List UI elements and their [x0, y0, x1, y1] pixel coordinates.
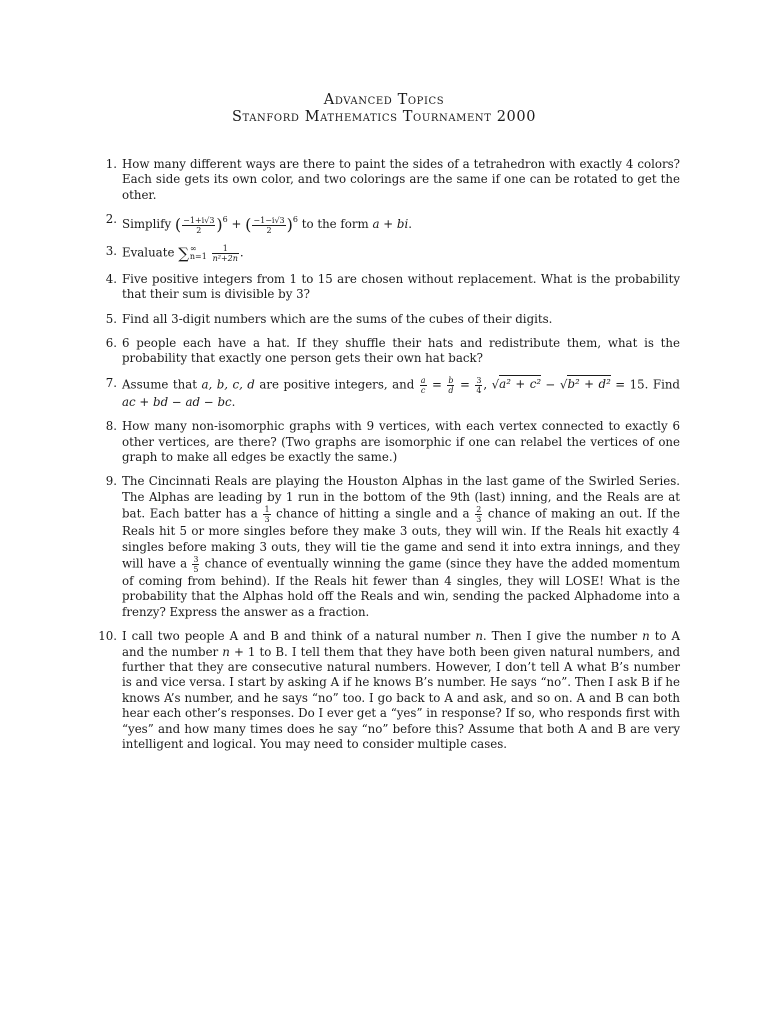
problem-text: to A and the number [122, 629, 681, 659]
problem-text: How many different ways are there to paint the sides of a tetrahedron with exactly 4 colors? Each side gets its own color, and two colorings are the same if one can be rotated to get the other. [122, 157, 680, 202]
problem-list [95, 157, 680, 761]
exponent: 6 [222, 215, 228, 225]
problem-text: are positive integers, and [259, 377, 415, 392]
problem-text: to the form [301, 217, 369, 232]
fraction-numerator: 1 [264, 505, 270, 515]
problem-text: chance of eventually winning the game (since they have the added momentum of coming from behind). If the Reals hit fewer than 4 singles, they will LOSE! What is the probability that the Alphas hold off the Reals and win, sending the packed Alphadome into a frenzy? Express the answer as a fraction. [122, 556, 681, 619]
problem-4 [95, 272, 680, 303]
fraction-denominator: 2 [196, 225, 202, 235]
paren-close: ) [286, 215, 293, 235]
sum-limits [190, 245, 207, 261]
problem-number: 10. [98, 629, 117, 644]
sum-symbol: ∑ [178, 244, 189, 263]
problem-text: chance of making an out. If the Reals hit 5 or more singles before they make 3 outs, they will win. If the Reals hit exactly 4 singles before making 3 outs, they will tie the game and send it into extra innings, and they will have a [122, 506, 680, 571]
problem-9 [95, 474, 680, 620]
minus-sign: − [545, 377, 556, 392]
problem-8 [95, 419, 680, 465]
comma: , [483, 377, 488, 392]
problem-text: 6 people each have a hat. If they shuffle their hats and redistribute them, what is the probability that exactly one person gets their own hat back? [122, 335, 680, 366]
problem-number: 2. [105, 212, 117, 227]
problem-1 [95, 157, 680, 203]
problem-number: 5. [105, 311, 117, 326]
radicand: b² + d² [567, 377, 611, 392]
math-expression: a + bi [372, 217, 409, 232]
problem-text: I call two people A and B and think of a natural number [122, 629, 471, 644]
fraction [263, 505, 270, 524]
equals-sign: = [432, 377, 442, 392]
punctuation: . [239, 245, 244, 260]
fraction-numerator: −1+i√3 [183, 215, 215, 225]
punctuation: . [408, 217, 412, 232]
problem-text: Five positive integers from 1 to 15 are chosen without replacement. What is the probability that their sum is divisible by 3? [122, 271, 680, 302]
document-header [0, 92, 768, 126]
fraction-denominator: 4 [476, 385, 482, 395]
math-variable: n [475, 629, 483, 644]
fraction [252, 216, 285, 235]
sum-lower: n=1 [189, 252, 207, 262]
math-variable: n [642, 629, 650, 644]
radicand: a² + c² [499, 377, 542, 392]
paren-open: ( [174, 215, 182, 235]
sum-upper: ∞ [189, 244, 197, 254]
problem-3 [95, 244, 680, 263]
problem-7 [95, 376, 680, 410]
problem-text: = 15. Find [615, 377, 680, 392]
fraction-denominator: 5 [193, 565, 199, 574]
math-variable: n [222, 644, 230, 659]
problem-text: How many non-isomorphic graphs with 9 vertices, with each vertex connected to exactly 6 other vertices, are there? (Two graphs are isomorphic if one can relabel the vertices of one graph to make all edges be exactly the same.) [122, 419, 680, 464]
problem-text: The Cincinnati Reals are playing the Houston Alphas in the last game of the Swirled Series. The Alphas are leading by 1 run in the bottom of the 9th (last) inning, and the Reals are at bat. Each batter has a [122, 474, 680, 521]
paren-open: ( [245, 215, 252, 235]
problem-text: Evaluate [122, 245, 175, 260]
fraction-denominator: 2 [266, 225, 272, 235]
header-title: Advanced Topics [323, 92, 445, 108]
fraction-denominator: d [448, 385, 454, 395]
problem-text: chance of hitting a single and a [276, 506, 470, 521]
square-root: √b² + d² [559, 377, 611, 392]
math-variables: a, b, c, d [201, 377, 255, 392]
header-subtitle: Stanford Mathematics Tournament 2000 [231, 109, 537, 125]
square-root: √a² + c² [491, 377, 542, 392]
problem-number: 7. [105, 375, 117, 390]
problem-text: Simplify [122, 217, 172, 232]
fraction-numerator: −1−i√3 [253, 215, 285, 225]
fraction [182, 216, 215, 235]
problem-text: . Then I give the number [482, 629, 638, 644]
fraction [447, 376, 454, 395]
fraction-numerator: 3 [476, 375, 482, 385]
paren-close: ) [216, 215, 223, 235]
fraction-numerator: 1 [212, 244, 239, 254]
problem-number: 8. [105, 419, 117, 434]
problem-number: 6. [105, 335, 117, 350]
fraction [420, 376, 427, 395]
problem-6 [95, 336, 680, 367]
fraction-numerator: 2 [476, 505, 482, 515]
problem-number: 4. [105, 271, 117, 286]
problem-10 [95, 629, 680, 752]
fraction-denominator: n²+2n [212, 253, 238, 263]
problem-number: 1. [105, 157, 117, 171]
problem-text: Find all 3-digit numbers which are the sums of the cubes of their digits. [122, 311, 553, 326]
exponent: 6 [292, 215, 298, 225]
fraction [212, 244, 239, 263]
fraction-numerator: a [420, 375, 426, 385]
fraction [192, 555, 199, 574]
fraction-denominator: c [420, 385, 426, 395]
fraction [475, 376, 482, 395]
problem-number: 9. [105, 474, 117, 489]
problem-number: 3. [105, 243, 117, 258]
fraction [475, 505, 482, 524]
fraction-numerator: b [448, 375, 454, 385]
problem-2 [95, 212, 680, 235]
fraction-numerator: 3 [193, 555, 199, 564]
problem-text: Assume that [122, 377, 197, 392]
fraction-denominator: 3 [476, 515, 482, 525]
problem-text: + 1 to B. I tell them that they have both been given natural numbers, and further that they are consecutive natural numbers. However, I don’t tell A what B’s number is and vice versa. I start by asking A if he knows B’s number. He says “no”. Then I ask B if he knows A’s number, and he says “no” too. I go back to A and ask, and so on. A and B can both hear each other’s responses. Do I ever get a “yes” in response? If so, who responds first with “yes” and how many times does he say “no” before this? Assume that both A and B are very intelligent and logical. You may need to consider multiple cases. [122, 644, 681, 752]
fraction-denominator: 3 [264, 515, 270, 525]
equals-sign: = [459, 377, 470, 392]
punctuation: . [231, 394, 236, 409]
plus-sign: + [231, 217, 242, 232]
math-expression: ac + bd − ad − bc [122, 394, 232, 409]
problem-5 [95, 312, 680, 327]
